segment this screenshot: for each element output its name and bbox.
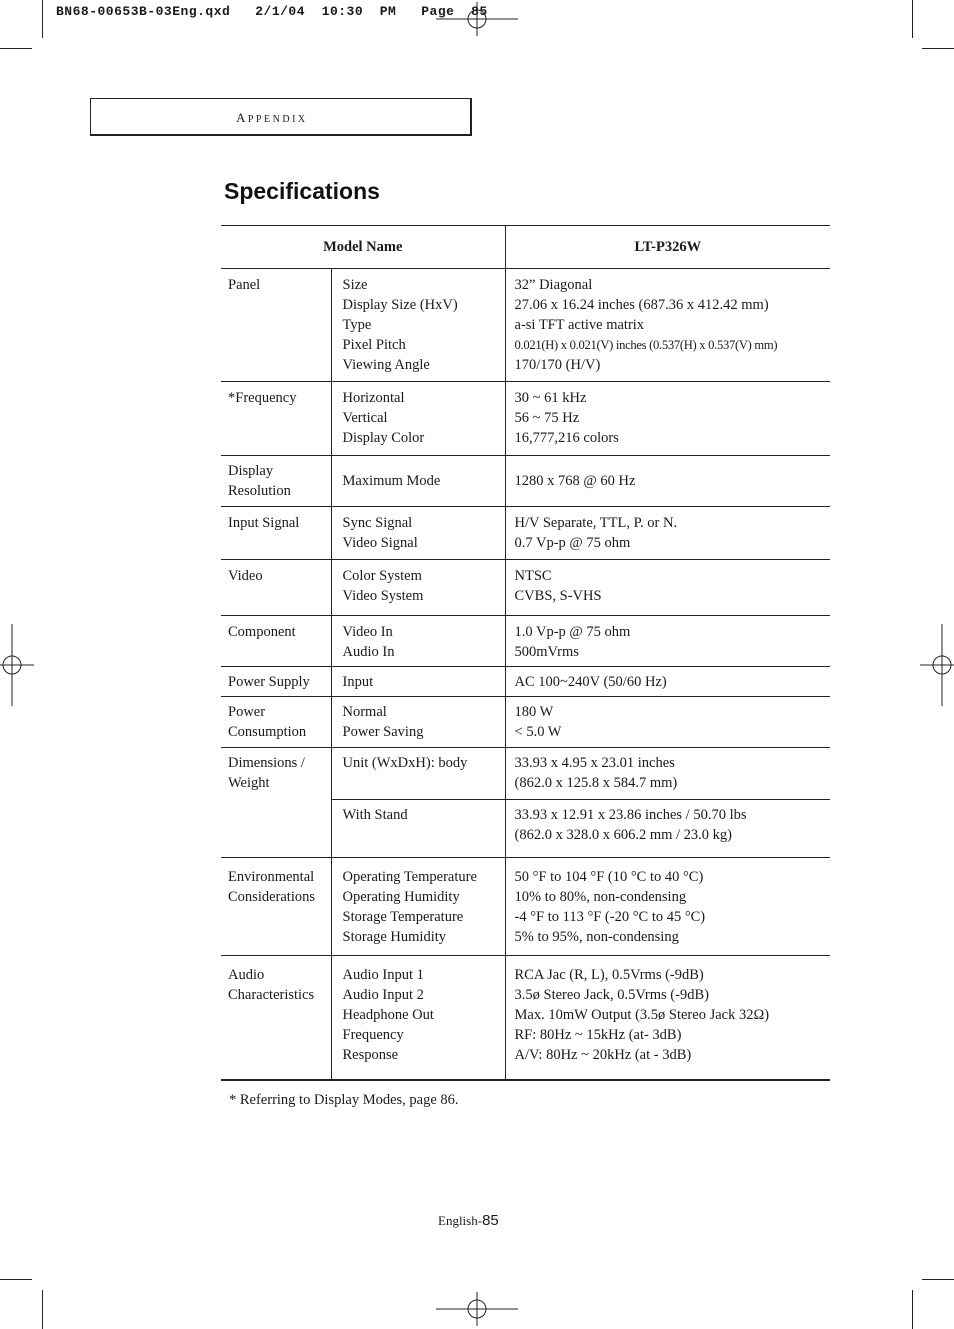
spec-item-label: Horizontal <box>342 390 405 406</box>
table-row <box>221 456 830 507</box>
value-cell <box>505 382 830 456</box>
value-cell <box>505 269 830 382</box>
item-cell <box>331 956 505 1080</box>
category-label: Weight <box>228 775 270 791</box>
model-name-header: Model Name <box>221 226 505 269</box>
spec-value: a-si TFT active matrix <box>514 317 645 333</box>
category-cell <box>221 858 331 956</box>
table-row <box>221 616 830 667</box>
spec-value: 30 ~ 61 kHz <box>514 390 587 406</box>
table-row <box>221 507 830 560</box>
spec-item-label: Maximum Mode <box>342 473 441 489</box>
spec-item-label: Display Size (HxV) <box>342 297 458 313</box>
item-cell <box>331 616 505 667</box>
spec-value: 3.5ø Stereo Jack, 0.5Vrms (-9dB) <box>514 987 709 1003</box>
spec-item-label: Color System <box>342 568 422 584</box>
crop-mark <box>912 0 913 38</box>
value-cell <box>505 507 830 560</box>
spec-item-label: Display Color <box>342 430 425 446</box>
spec-item-label: Response <box>342 1047 399 1063</box>
spec-value: 33.93 x 12.91 x 23.86 inches / 50.70 lbs <box>514 807 747 823</box>
registration-mark-icon <box>436 1292 518 1326</box>
crop-mark <box>42 0 43 38</box>
value-cell <box>505 800 830 858</box>
spec-value: AC 100~240V (50/60 Hz) <box>514 674 667 690</box>
item-cell <box>331 382 505 456</box>
spec-item-label: With Stand <box>342 807 408 823</box>
spec-item-label: Storage Temperature <box>342 909 464 925</box>
spec-value: 27.06 x 16.24 inches (687.36 x 412.42 mm) <box>514 297 769 313</box>
spec-value: 1.0 Vp-p @ 75 ohm <box>514 624 631 640</box>
spec-item-label: Power Saving <box>342 724 424 740</box>
spec-item-label: Video Signal <box>342 535 418 551</box>
spec-item-label: Sync Signal <box>342 515 413 531</box>
spec-value: 10% to 80%, non-condensing <box>514 889 687 905</box>
category-label: Environmental <box>228 869 315 885</box>
spec-value: 50 °F to 104 °F (10 °C to 40 °C) <box>514 869 704 885</box>
page-number: 85 <box>482 1212 499 1229</box>
spec-item-label: Video In <box>342 624 393 640</box>
spec-item-label: Normal <box>342 704 387 720</box>
spec-value: (862.0 x 125.8 x 584.7 mm) <box>514 775 678 791</box>
crop-mark <box>912 1290 913 1329</box>
value-cell <box>505 748 830 800</box>
spec-item-label: Audio Input 1 <box>342 967 424 983</box>
crop-mark <box>0 1279 32 1280</box>
spec-value: 500mVrms <box>514 644 579 660</box>
spec-item-label: Headphone Out <box>342 1007 434 1023</box>
category-label: Component <box>228 624 296 640</box>
spec-value: 170/170 (H/V) <box>514 357 601 373</box>
crop-mark <box>922 1279 954 1280</box>
item-cell <box>331 800 505 858</box>
item-cell <box>331 269 505 382</box>
spec-value: 33.93 x 4.95 x 23.01 inches <box>514 755 675 771</box>
item-cell <box>331 858 505 956</box>
spec-value: 0.021(H) x 0.021(V) inches (0.537(H) x 0.537(V) mm) <box>514 338 778 352</box>
spec-item-label: Viewing Angle <box>342 357 430 373</box>
category-label: Resolution <box>228 483 291 499</box>
spec-value: NTSC <box>514 568 552 584</box>
registration-mark-icon <box>436 2 518 36</box>
table-row <box>221 560 830 616</box>
spec-value: 32” Diagonal <box>514 277 593 293</box>
category-cell <box>221 748 331 858</box>
value-cell <box>505 667 830 697</box>
spec-item-label: Video System <box>342 588 424 604</box>
spec-value: H/V Separate, TTL, P. or N. <box>514 515 678 531</box>
page-footer <box>438 1212 499 1229</box>
spec-value: 1280 x 768 @ 60 Hz <box>514 473 636 489</box>
spec-item-label: Frequency <box>342 1027 404 1043</box>
crop-mark <box>0 48 32 49</box>
item-cell <box>331 456 505 507</box>
spec-value: 5% to 95%, non-condensing <box>514 929 679 945</box>
category-label: Dimensions / <box>228 755 305 771</box>
category-label: Audio <box>228 967 265 983</box>
item-cell <box>331 667 505 697</box>
category-label: Input Signal <box>228 515 300 531</box>
item-cell <box>331 697 505 748</box>
page-title: Specifications <box>224 178 380 204</box>
spec-value: 56 ~ 75 Hz <box>514 410 580 426</box>
category-label: Video <box>228 568 263 584</box>
footnote: * Referring to Display Modes, page 86. <box>229 1092 459 1108</box>
category-label: Characteristics <box>228 987 315 1003</box>
spec-item-label: Unit (WxDxH): body <box>342 755 468 771</box>
spec-value: 16,777,216 colors <box>514 430 619 446</box>
category-cell <box>221 269 331 382</box>
value-cell <box>505 956 830 1080</box>
section-header: appendix <box>236 106 308 127</box>
spec-item-label: Audio In <box>342 644 395 660</box>
category-label: Panel <box>228 277 261 293</box>
category-cell <box>221 956 331 1080</box>
table-row <box>221 697 830 748</box>
category-label: Power Supply <box>228 674 310 690</box>
value-cell <box>505 560 830 616</box>
crop-mark <box>922 48 954 49</box>
spec-value: A/V: 80Hz ~ 20kHz (at - 3dB) <box>514 1047 692 1063</box>
spec-value: 180 W <box>514 704 554 720</box>
value-cell <box>505 616 830 667</box>
spec-item-label: Audio Input 2 <box>342 987 424 1003</box>
crop-mark <box>42 1290 43 1329</box>
category-label: *Frequency <box>228 390 297 406</box>
file-slug: BN68-00653B-03Eng.qxd 2/1/04 10:30 PM Page 85 <box>56 4 488 19</box>
value-cell <box>505 697 830 748</box>
spec-value: (862.0 x 328.0 x 606.2 mm / 23.0 kg) <box>514 827 733 843</box>
table-row <box>221 858 830 956</box>
spec-item-label: Operating Humidity <box>342 889 460 905</box>
table-row <box>221 748 830 800</box>
item-cell <box>331 560 505 616</box>
footer-language: English- <box>438 1213 483 1228</box>
spec-value: RCA Jac (R, L), 0.5Vrms (-9dB) <box>514 967 704 983</box>
spec-value: CVBS, S-VHS <box>514 588 602 604</box>
item-cell <box>331 748 505 800</box>
table-row <box>221 382 830 456</box>
category-cell <box>221 382 331 456</box>
category-cell <box>221 616 331 667</box>
item-cell <box>331 507 505 560</box>
spec-item-label: Input <box>342 674 374 690</box>
category-label: Consumption <box>228 724 307 740</box>
category-label: Power <box>228 704 266 720</box>
category-label: Considerations <box>228 889 315 905</box>
registration-mark-icon <box>920 624 954 706</box>
specifications-table <box>221 225 830 1081</box>
spec-value: -4 °F to 113 °F (-20 °C to 45 °C) <box>514 909 706 925</box>
table-row <box>221 269 830 382</box>
spec-item-label: Pixel Pitch <box>342 337 406 353</box>
category-cell <box>221 667 331 697</box>
spec-item-label: Size <box>342 277 368 293</box>
category-cell <box>221 560 331 616</box>
table-row <box>221 956 830 1080</box>
category-label: Display <box>228 463 274 479</box>
spec-item-label: Operating Temperature <box>342 869 477 885</box>
category-cell <box>221 697 331 748</box>
spec-value: Max. 10mW Output (3.5ø Stereo Jack 32Ω) <box>514 1007 770 1023</box>
value-cell <box>505 456 830 507</box>
spec-value: < 5.0 W <box>514 724 562 740</box>
spec-value: RF: 80Hz ~ 15kHz (at- 3dB) <box>514 1027 682 1043</box>
spec-item-label: Type <box>342 317 372 333</box>
category-cell <box>221 507 331 560</box>
spec-value: 0.7 Vp-p @ 75 ohm <box>514 535 631 551</box>
category-cell <box>221 456 331 507</box>
spec-item-label: Vertical <box>342 410 388 426</box>
table-row <box>221 667 830 697</box>
spec-item-label: Storage Humidity <box>342 929 447 945</box>
model-number-header: LT-P326W <box>505 226 830 269</box>
registration-mark-icon <box>0 624 34 706</box>
value-cell <box>505 858 830 956</box>
table-header-row <box>221 226 830 269</box>
